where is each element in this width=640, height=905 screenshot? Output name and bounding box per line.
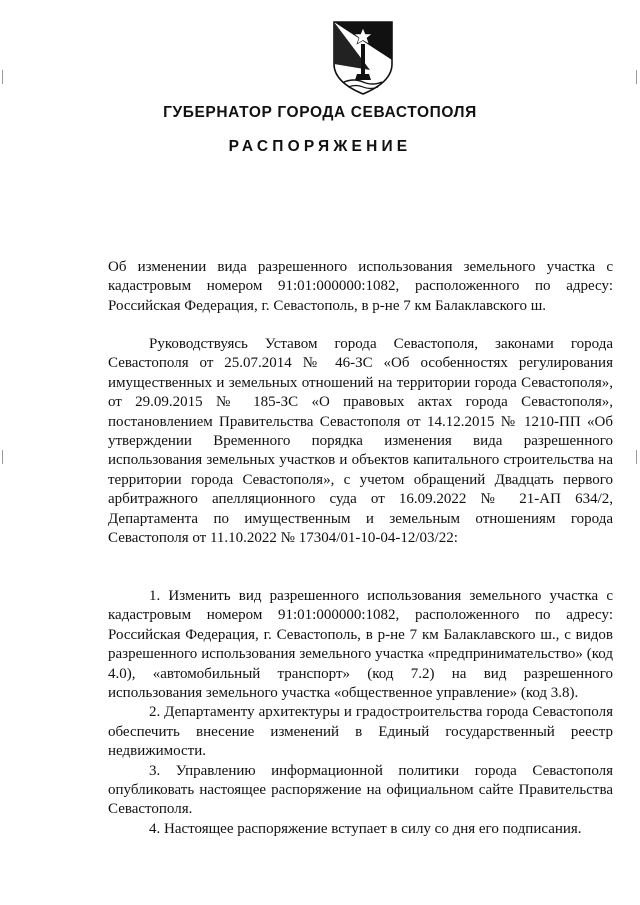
sevastopol-coat-of-arms-icon: [330, 20, 396, 96]
order-item-2: 2. Департаменту архитектуры и градостроительства города Севастополя обеспечить внесение изменений в Единый государственный реестр недвижимости.: [108, 704, 613, 760]
scan-edge-mark-left-middle: [2, 450, 3, 464]
scan-edge-mark-left-top: [2, 70, 3, 84]
order-item-3: 3. Управлению информационной политики города Севастополя опубликовать настоящее распоряжение на официальном сайте Правительства Севастополя.: [108, 762, 613, 818]
issuing-authority-title: ГУБЕРНАТОР ГОРОДА СЕВАСТОПОЛЯ: [163, 104, 477, 121]
document-type-title: РАСПОРЯЖЕНИЕ: [228, 138, 412, 155]
document-subject: Об изменении вида разрешенного использования земельного участка с кадастровым номером 91:01:000000:1082, расположенного по адресу: Российская Федерация, г. Севастополь, в р-не 7 км Балаклавского ш.: [108, 259, 613, 314]
order-items: [108, 587, 613, 839]
scan-edge-mark-right-top: [636, 70, 637, 84]
order-item-1: 1. Изменить вид разрешенного использования земельного участка с кадастровым номером 91:01:000000:1082, расположенного по адресу: Российская Федерация, г. Севастополь, в р-не 7 км Балаклавского ш., с видов разрешенного использования земельного участка «предпринимательство» (код 4.0), «автомобильный транспорт» (код 7.2) на вид разрешенного использования земельного участка «общественное управление» (код 3.8).: [108, 588, 613, 702]
scan-edge-mark-right-middle: [636, 450, 637, 464]
document-preamble: Руководствуясь Уставом города Севастополя, законами города Севастополя от 25.07.2014 № 46-ЗС «Об особенностях регулирования имущественных и земельных отношений на территории города Севастополя», от 29.09.2015 № 185-ЗС «О правовых актах города Севастополя», постановлением Правительства Севастополя от 14.12.2015 № 1210-ПП «Об утверждении Временного порядка изменения вида разрешенного использования земельных участков и объектов капитального строительства на территории города Севастополя», с учетом обращений Двадцать первого арбитражного апелляционного суда от 16.09.2022 № 21-АП 634/2, Департамента по имущественным и земельным отношениям города Севастополя от 11.10.2022 № 17304/01-10-04-12/03/22:: [108, 336, 613, 547]
order-item-4: 4. Настоящее распоряжение вступает в силу со дня его подписания.: [149, 820, 582, 837]
